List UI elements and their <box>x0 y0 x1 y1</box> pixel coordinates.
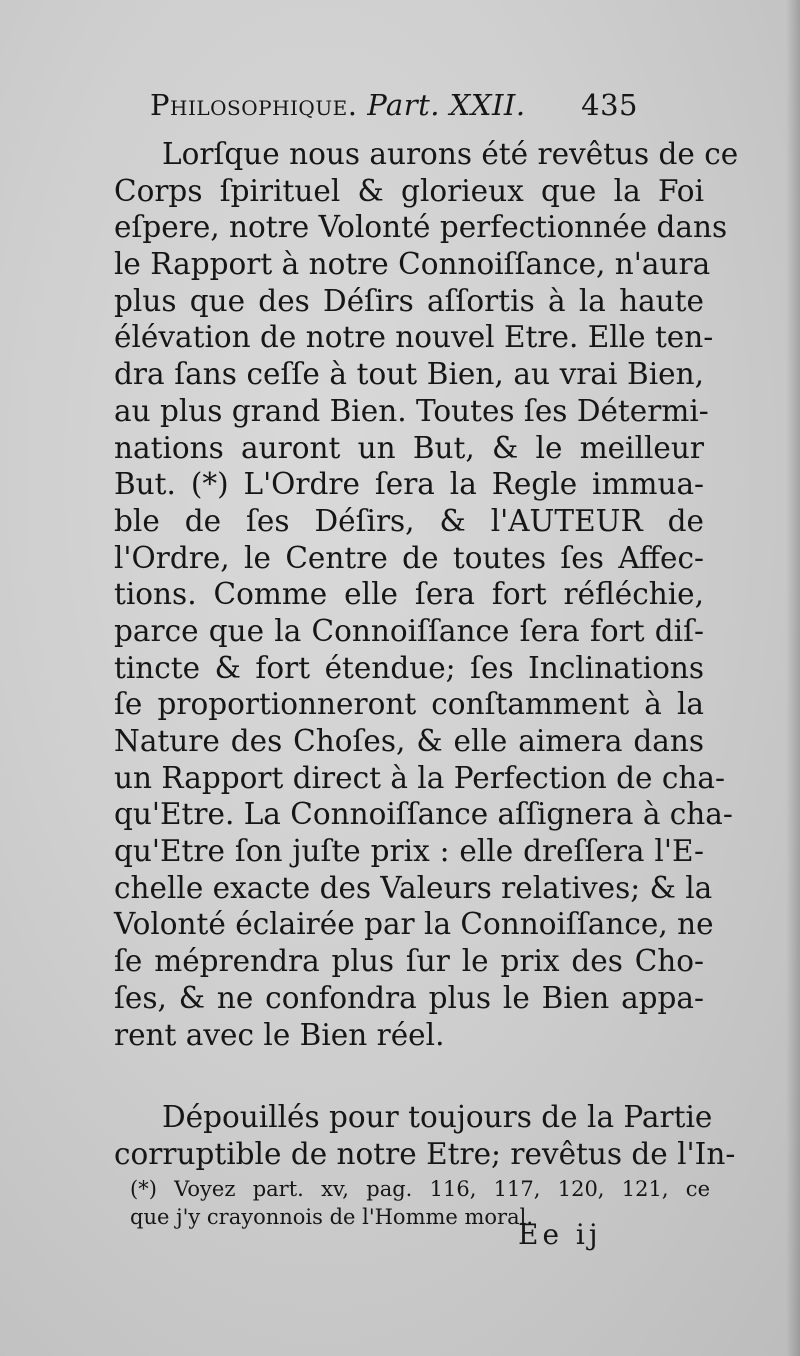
paragraph-2 <box>114 1099 736 1172</box>
text-line: plus que des Déſirs aſſortis à la haute <box>114 283 704 318</box>
text-line: tions. Comme elle ſera fort réfléchie, <box>114 577 704 612</box>
text-line: corruptible de notre Etre; revêtus de l'In- <box>114 1136 736 1171</box>
text-line: chelle exacte des Valeurs relatives; & la <box>114 870 713 905</box>
text-line: qu'Etre. La Connoiſſance aſſignera à cha- <box>114 797 733 832</box>
text-line: Corps ſpirituel & glorieux que la Foi <box>114 173 704 208</box>
text-line: ſe méprendra plus ſur le prix des Cho- <box>114 944 704 979</box>
text-line: ſes, & ne confondra plus le Bien appa- <box>114 980 704 1015</box>
body-text <box>114 136 739 1173</box>
text-line: l'Ordre, le Centre de toutes ſes Affec- <box>114 540 704 575</box>
text-line: élévation de notre nouvel Etre. Elle ten- <box>114 320 714 355</box>
text-line: Lorſque nous aurons été revêtus de ce <box>162 137 739 171</box>
text-line: au plus grand Bien. Toutes ſes Détermi- <box>114 393 709 428</box>
paragraph-1 <box>114 136 739 1053</box>
text-line: rent avec le Bien réel. <box>114 1017 445 1052</box>
text-line: tincte & fort étendue; ſes Inclinations <box>114 650 704 685</box>
footnote-line: (*) Voyez part. xv, pag. 116, 117, 120, 121, ce <box>130 1177 710 1201</box>
text-line: dra ſans ceſſe à tout Bien, au vrai Bien, <box>114 357 704 392</box>
text-line: un Rapport direct à la Perfection de cha- <box>114 760 725 795</box>
text-line: eſpere, notre Volonté perfectionnée dans <box>114 210 728 245</box>
text-line: Nature des Choſes, & elle aimera dans <box>114 724 704 758</box>
page-edge-shadow <box>786 0 800 1356</box>
text-line: But. (*) L'Ordre ſera la Regle immua- <box>114 467 704 502</box>
running-title: Philosophique. <box>150 88 358 122</box>
page-number: 435 <box>581 88 638 122</box>
text-line: Dépouillés pour toujours de la Partie <box>162 1100 713 1135</box>
text-line: le Rapport à notre Connoiſſance, n'aura <box>114 247 711 282</box>
text-line: Volonté éclairée par la Connoiſſance, ne <box>114 907 714 942</box>
signature-mark: Ee ij <box>518 1218 602 1251</box>
page-header <box>150 88 710 130</box>
text-line: qu'Etre ſon juſte prix : elle dreſſera l'E- <box>114 834 704 869</box>
text-line: ble de ſes Déſirs, & l'AUTEUR de <box>114 503 704 538</box>
part-label: Part. XXII. <box>367 88 526 122</box>
footnote <box>130 1175 710 1231</box>
text-line: ſe proportionneront conſtamment à la <box>114 687 704 722</box>
text-line: nations auront un But, & le meilleur <box>114 430 704 465</box>
text-line: parce que la Connoiſſance ſera fort diſ- <box>114 613 704 648</box>
footnote-line: que j'y crayonnois de l'Homme moral. <box>130 1205 534 1229</box>
